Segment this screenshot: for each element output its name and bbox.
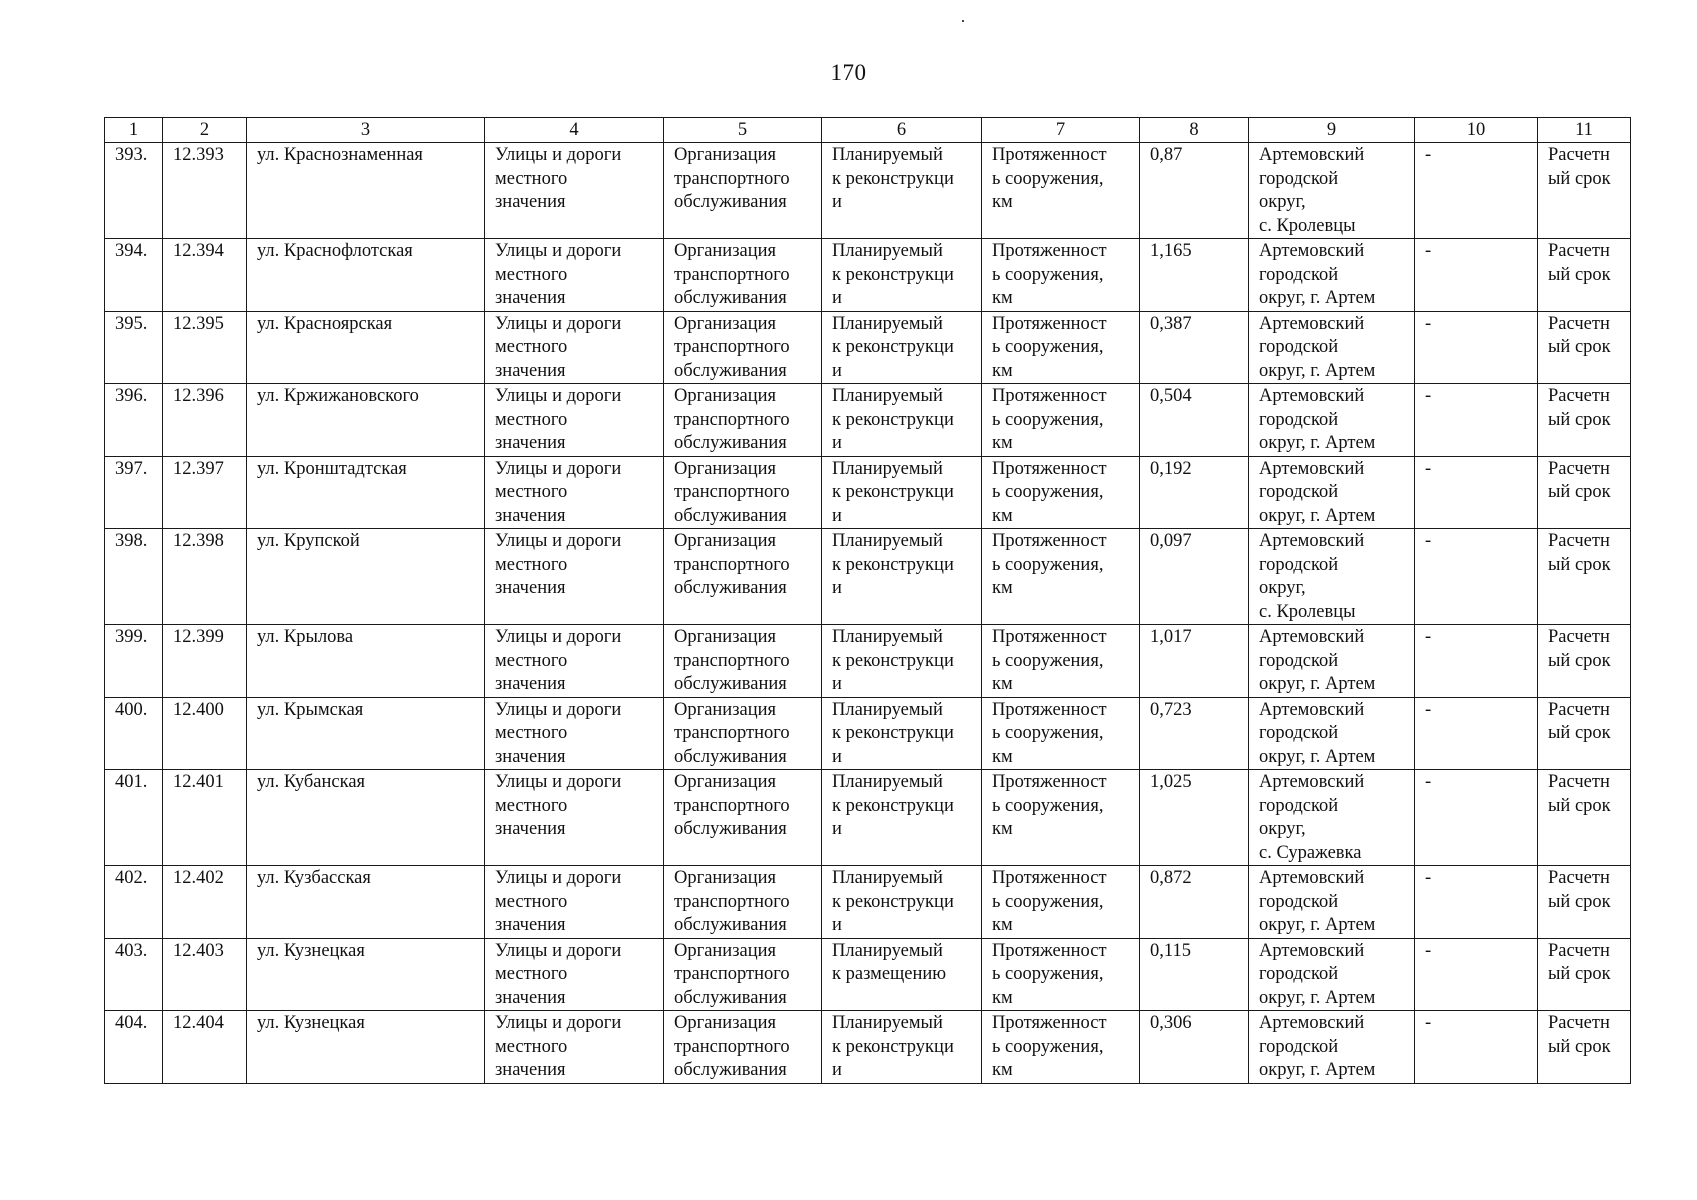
zone-cell: - (1415, 625, 1538, 698)
object-code-cell: 12.402 (163, 866, 247, 939)
object-purpose-cell: Организация транспортного обслуживания (664, 866, 822, 939)
object-category-cell: Улицы и дороги местного значения (485, 456, 664, 529)
object-name-cell: ул. Краснознаменная (247, 143, 485, 239)
table-row (105, 697, 1631, 770)
row-number-cell: 403. (105, 938, 163, 1011)
row-number-cell: 393. (105, 143, 163, 239)
column-number: 7 (982, 118, 1140, 143)
location-cell: Артемовский городской округ, с. Кролевцы (1249, 529, 1415, 625)
object-status-cell: Планируемый к реконструкци и (822, 529, 982, 625)
table-row (105, 384, 1631, 457)
characteristic-cell: Протяженност ь сооружения, км (982, 1011, 1140, 1084)
characteristic-value-cell: 1,025 (1140, 770, 1249, 866)
column-number: 8 (1140, 118, 1249, 143)
object-category-cell: Улицы и дороги местного значения (485, 938, 664, 1011)
characteristic-value-cell: 0,115 (1140, 938, 1249, 1011)
term-cell: Расчетн ый срок (1538, 938, 1631, 1011)
object-purpose-cell: Организация транспортного обслуживания (664, 384, 822, 457)
characteristic-cell: Протяженност ь сооружения, км (982, 625, 1140, 698)
location-cell: Артемовский городской округ, г. Артем (1249, 866, 1415, 939)
object-name-cell: ул. Кубанская (247, 770, 485, 866)
characteristic-cell: Протяженност ь сооружения, км (982, 866, 1140, 939)
term-cell: Расчетн ый срок (1538, 697, 1631, 770)
object-name-cell: ул. Крымская (247, 697, 485, 770)
location-cell: Артемовский городской округ, с. Суражевка (1249, 770, 1415, 866)
object-status-cell: Планируемый к реконструкци и (822, 625, 982, 698)
column-number: 2 (163, 118, 247, 143)
column-number: 9 (1249, 118, 1415, 143)
object-code-cell: 12.404 (163, 1011, 247, 1084)
characteristic-value-cell: 0,192 (1140, 456, 1249, 529)
location-cell: Артемовский городской округ, г. Артем (1249, 938, 1415, 1011)
column-number: 11 (1538, 118, 1631, 143)
zone-cell: - (1415, 938, 1538, 1011)
column-number: 5 (664, 118, 822, 143)
object-purpose-cell: Организация транспортного обслуживания (664, 239, 822, 312)
object-code-cell: 12.400 (163, 697, 247, 770)
object-purpose-cell: Организация транспортного обслуживания (664, 456, 822, 529)
object-category-cell: Улицы и дороги местного значения (485, 239, 664, 312)
row-number-cell: 399. (105, 625, 163, 698)
term-cell: Расчетн ый срок (1538, 456, 1631, 529)
zone-cell: - (1415, 143, 1538, 239)
term-cell: Расчетн ый срок (1538, 384, 1631, 457)
object-category-cell: Улицы и дороги местного значения (485, 529, 664, 625)
column-number: 3 (247, 118, 485, 143)
location-cell: Артемовский городской округ, г. Артем (1249, 697, 1415, 770)
object-category-cell: Улицы и дороги местного значения (485, 143, 664, 239)
object-name-cell: ул. Кузбасская (247, 866, 485, 939)
zone-cell: - (1415, 866, 1538, 939)
characteristic-cell: Протяженност ь сооружения, км (982, 697, 1140, 770)
row-number-cell: 395. (105, 311, 163, 384)
term-cell: Расчетн ый срок (1538, 866, 1631, 939)
object-status-cell: Планируемый к реконструкци и (822, 1011, 982, 1084)
object-purpose-cell: Организация транспортного обслуживания (664, 529, 822, 625)
object-purpose-cell: Организация транспортного обслуживания (664, 625, 822, 698)
table-row (105, 529, 1631, 625)
object-name-cell: ул. Краснофлотская (247, 239, 485, 312)
object-category-cell: Улицы и дороги местного значения (485, 866, 664, 939)
object-purpose-cell: Организация транспортного обслуживания (664, 1011, 822, 1084)
column-number: 1 (105, 118, 163, 143)
row-number-cell: 397. (105, 456, 163, 529)
characteristic-cell: Протяженност ь сооружения, км (982, 143, 1140, 239)
column-number: 4 (485, 118, 664, 143)
object-status-cell: Планируемый к размещению (822, 938, 982, 1011)
object-status-cell: Планируемый к реконструкци и (822, 697, 982, 770)
characteristic-cell: Протяженност ь сооружения, км (982, 311, 1140, 384)
object-status-cell: Планируемый к реконструкци и (822, 456, 982, 529)
term-cell: Расчетн ый срок (1538, 625, 1631, 698)
characteristic-value-cell: 0,387 (1140, 311, 1249, 384)
characteristic-value-cell: 1,165 (1140, 239, 1249, 312)
characteristic-cell: Протяженност ь сооружения, км (982, 770, 1140, 866)
zone-cell: - (1415, 529, 1538, 625)
zone-cell: - (1415, 239, 1538, 312)
term-cell: Расчетн ый срок (1538, 239, 1631, 312)
row-number-cell: 401. (105, 770, 163, 866)
table-row (105, 625, 1631, 698)
characteristic-value-cell: 0,306 (1140, 1011, 1249, 1084)
object-code-cell: 12.395 (163, 311, 247, 384)
object-status-cell: Планируемый к реконструкци и (822, 384, 982, 457)
row-number-cell: 398. (105, 529, 163, 625)
object-purpose-cell: Организация транспортного обслуживания (664, 697, 822, 770)
object-status-cell: Планируемый к реконструкци и (822, 311, 982, 384)
object-code-cell: 12.393 (163, 143, 247, 239)
term-cell: Расчетн ый срок (1538, 311, 1631, 384)
object-category-cell: Улицы и дороги местного значения (485, 1011, 664, 1084)
location-cell: Артемовский городской округ, г. Артем (1249, 311, 1415, 384)
table-row (105, 938, 1631, 1011)
characteristic-value-cell: 0,872 (1140, 866, 1249, 939)
object-code-cell: 12.394 (163, 239, 247, 312)
table-row (105, 456, 1631, 529)
location-cell: Артемовский городской округ, с. Кролевцы (1249, 143, 1415, 239)
column-number: 6 (822, 118, 982, 143)
object-purpose-cell: Организация транспортного обслуживания (664, 311, 822, 384)
object-name-cell: ул. Кронштадтская (247, 456, 485, 529)
table-row (105, 770, 1631, 866)
page-number: 170 (830, 60, 867, 85)
location-cell: Артемовский городской округ, г. Артем (1249, 456, 1415, 529)
row-number-cell: 404. (105, 1011, 163, 1084)
characteristic-value-cell: 1,017 (1140, 625, 1249, 698)
characteristic-cell: Протяженност ь сооружения, км (982, 529, 1140, 625)
row-number-cell: 396. (105, 384, 163, 457)
characteristic-value-cell: 0,723 (1140, 697, 1249, 770)
term-cell: Расчетн ый срок (1538, 770, 1631, 866)
table-row (105, 239, 1631, 312)
term-cell: Расчетн ый срок (1538, 143, 1631, 239)
term-cell: Расчетн ый срок (1538, 1011, 1631, 1084)
row-number-cell: 402. (105, 866, 163, 939)
object-code-cell: 12.397 (163, 456, 247, 529)
location-cell: Артемовский городской округ, г. Артем (1249, 239, 1415, 312)
characteristic-value-cell: 0,097 (1140, 529, 1249, 625)
characteristic-value-cell: 0,504 (1140, 384, 1249, 457)
object-purpose-cell: Организация транспортного обслуживания (664, 938, 822, 1011)
characteristic-cell: Протяженност ь сооружения, км (982, 239, 1140, 312)
characteristic-cell: Протяженност ь сооружения, км (982, 456, 1140, 529)
zone-cell: - (1415, 770, 1538, 866)
object-code-cell: 12.399 (163, 625, 247, 698)
scan-speck (962, 20, 964, 22)
location-cell: Артемовский городской округ, г. Артем (1249, 384, 1415, 457)
object-status-cell: Планируемый к реконструкци и (822, 770, 982, 866)
zone-cell: - (1415, 384, 1538, 457)
object-purpose-cell: Организация транспортного обслуживания (664, 143, 822, 239)
object-status-cell: Планируемый к реконструкци и (822, 239, 982, 312)
table-row (105, 866, 1631, 939)
object-category-cell: Улицы и дороги местного значения (485, 384, 664, 457)
characteristic-cell: Протяженност ь сооружения, км (982, 938, 1140, 1011)
object-name-cell: ул. Кржижановского (247, 384, 485, 457)
object-name-cell: ул. Кузнецкая (247, 938, 485, 1011)
characteristic-cell: Протяженност ь сооружения, км (982, 384, 1140, 457)
term-cell: Расчетн ый срок (1538, 529, 1631, 625)
column-number-row (105, 118, 1631, 143)
table-row (105, 143, 1631, 239)
objects-table (104, 117, 1631, 1084)
object-code-cell: 12.401 (163, 770, 247, 866)
location-cell: Артемовский городской округ, г. Артем (1249, 1011, 1415, 1084)
zone-cell: - (1415, 697, 1538, 770)
zone-cell: - (1415, 1011, 1538, 1084)
table-row (105, 1011, 1631, 1084)
object-code-cell: 12.398 (163, 529, 247, 625)
location-cell: Артемовский городской округ, г. Артем (1249, 625, 1415, 698)
object-category-cell: Улицы и дороги местного значения (485, 697, 664, 770)
object-category-cell: Улицы и дороги местного значения (485, 625, 664, 698)
object-category-cell: Улицы и дороги местного значения (485, 311, 664, 384)
object-purpose-cell: Организация транспортного обслуживания (664, 770, 822, 866)
object-status-cell: Планируемый к реконструкци и (822, 866, 982, 939)
object-name-cell: ул. Красноярская (247, 311, 485, 384)
object-name-cell: ул. Кузнецкая (247, 1011, 485, 1084)
object-name-cell: ул. Крупской (247, 529, 485, 625)
object-name-cell: ул. Крылова (247, 625, 485, 698)
object-code-cell: 12.396 (163, 384, 247, 457)
zone-cell: - (1415, 456, 1538, 529)
object-status-cell: Планируемый к реконструкци и (822, 143, 982, 239)
row-number-cell: 394. (105, 239, 163, 312)
object-code-cell: 12.403 (163, 938, 247, 1011)
zone-cell: - (1415, 311, 1538, 384)
row-number-cell: 400. (105, 697, 163, 770)
column-number: 10 (1415, 118, 1538, 143)
characteristic-value-cell: 0,87 (1140, 143, 1249, 239)
table-row (105, 311, 1631, 384)
object-category-cell: Улицы и дороги местного значения (485, 770, 664, 866)
